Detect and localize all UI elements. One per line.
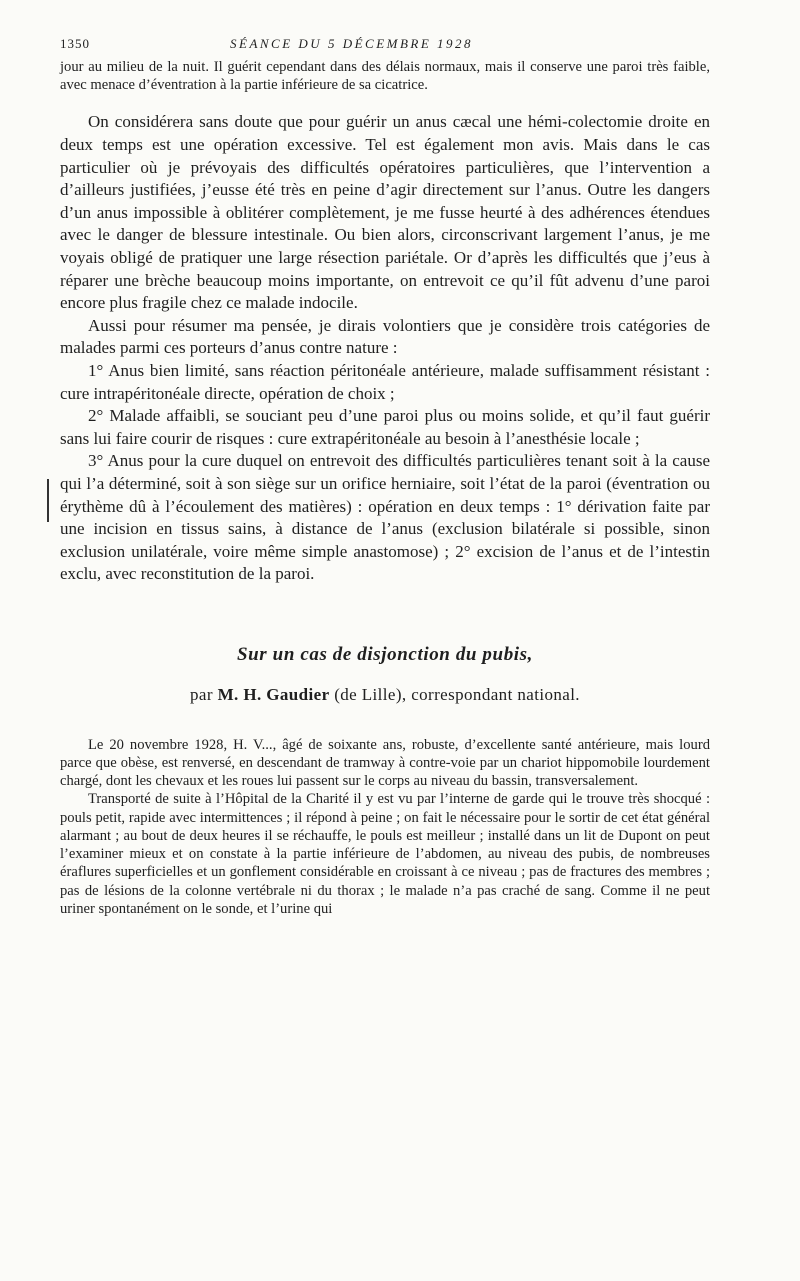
paragraph-intro-continuation: jour au milieu de la nuit. Il guérit cependant dans des délais normaux, mais il conserve une paroi très faible, avec menace d’éventration à la partie inférieure de sa cicatrice.: [60, 59, 710, 94]
session-title: SÉANCE DU 5 DÉCEMBRE 1928: [230, 36, 474, 51]
article-paragraph-2: Transporté de suite à l’Hôpital de la Charité il y est vu par l’interne de garde qui le trouve très shocqué : pouls petit, rapide avec intermittences ; il répond à peine ; on fait le nécessaire pour le sortir de cet état général alarmant ; au bout de deux heures il se réchauffe, le pouls est meilleur ; installé dans un lit de Dupont on peut l’examiner mieux et on constate à la partie inférieure de l’abdomen, au niveau des pubis, de nombreuses éraflures superficielles et un gonflement considérable en croissant à ce niveau ; pas de fractures des membres ; pas de lésions de la colonne vertébrale ni du thorax ; le malade n’a pas craché de sang. Comme il ne peut uriner spontanément on le sonde, et l’urine qui: [60, 791, 710, 917]
running-head: [60, 28, 710, 58]
margin-rule: [47, 479, 49, 522]
author-name: M. H. Gaudier: [217, 684, 330, 704]
byline-affiliation: (de Lille), correspondant national.: [334, 684, 580, 704]
paragraph-category-3: 3° Anus pour la cure duquel on entrevoit des difficultés particulières tenant soit à la cause qui l’a déterminé, soit à son siège sur un orifice herniaire, soit l’état de la paroi (éventration ou érythème dû à l’écoulement des matières) : opération en deux temps : 1° dérivation faite par une incision en tissus sains, à distance de l’anus (exclusion bilatérale si possible, sinon exclusion unilatérale, voire même simple anastomose) ; 2° excision de l’anus et de l’intestin exclu, avec reconstitution de la paroi.: [60, 451, 710, 584]
article-title: Sur un cas de disjonction du pubis,: [236, 643, 534, 665]
paragraph-category-1: 1° Anus bien limité, sans réaction péritonéale antérieure, malade suffisamment résistant : cure intrapéritonéale directe, opération de choix ;: [60, 360, 710, 403]
article-paragraph-1: Le 20 novembre 1928, H. V..., âgé de soixante ans, robuste, d’excellente santé antérieure, mais lourd parce que obèse, est renversé, en descendant de tramway à contre-voie par un chariot hippomobile lourdement chargé, dont les chevaux et les roues lui passent sur le corps au niveau du bassin, transversalement.: [60, 736, 710, 790]
paragraph-summary-intro: Aussi pour résumer ma pensée, je dirais volontiers que je considère trois catégories de malades parmi ces porteurs d’anus contre nature :: [60, 315, 710, 358]
byline-prefix: par: [190, 684, 213, 704]
paragraph-discussion: On considérera sans doute que pour guérir un anus cæcal une hémi-colectomie droite en deux temps est une opération excessive. Tel est également mon avis. Mais dans le cas particulier où je prévoyais des difficultés opératoires particulières, que l’intervention a d’ailleurs justifiées, j’eusse été très en peine d’agir directement sur l’anus. Outre les dangers d’un anus impossible à oblitérer complètement, je me fusse heurté à des adhérences étendues avec le danger de blessure intestinale. Ou bien alors, circonscrivant largement l’anus, je me voyais obligé de pratiquer une large résection pariétale. Or d’après les difficultés que j’eus à réparer une brèche beaucoup moins importante, on entrevoit ce qu’il fût advenu d’une paroi encore plus fragile chez ce malade indocile.: [60, 112, 710, 313]
paragraph-category-2: 2° Malade affaibli, se souciant peu d’une paroi plus ou moins solide, et qu’il faut guérir sans lui faire courir de risques : cure extrapéritonéale au besoin à l’anesthésie locale ;: [60, 406, 710, 448]
page-number: 1350: [60, 36, 90, 51]
document-page: [60, 28, 710, 918]
article-byline: [60, 685, 710, 705]
